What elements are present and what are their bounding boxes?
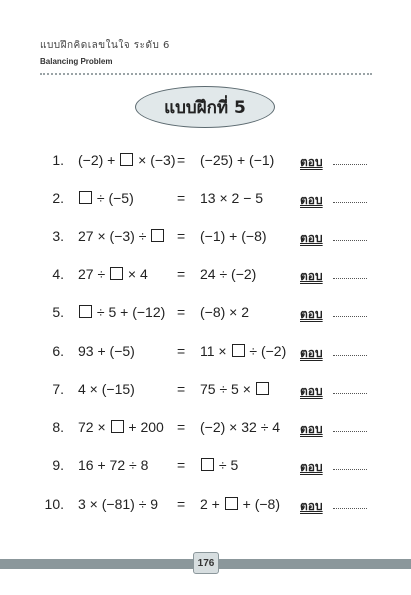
- expression-text: (−1) + (−8): [200, 228, 267, 244]
- answer-blank[interactable]: [333, 278, 367, 279]
- problem-row: [0, 186, 411, 210]
- answer-box[interactable]: [110, 267, 123, 280]
- expression-text: ÷ 5 + (−12): [93, 304, 166, 320]
- problem-row: [0, 300, 411, 324]
- equals-sign: =: [177, 496, 186, 512]
- right-expression: [200, 190, 263, 206]
- left-expression: [78, 266, 148, 282]
- answer-box[interactable]: [201, 458, 214, 471]
- expression-text: 27 × (−3) ÷: [78, 228, 151, 244]
- left-expression: [78, 343, 135, 359]
- problem-number: 8.: [52, 419, 64, 435]
- problem-row: [0, 453, 411, 477]
- answer-blank[interactable]: [333, 393, 367, 394]
- expression-text: (−2) +: [78, 152, 120, 168]
- page-number: 176: [193, 552, 219, 574]
- expression-text: 13 × 2 − 5: [200, 190, 264, 206]
- expression-text: (−25) + (−1): [200, 152, 275, 168]
- equals-sign: =: [177, 304, 186, 320]
- equals-sign: =: [177, 228, 186, 244]
- expression-text: 2 +: [200, 496, 224, 512]
- left-expression: [78, 228, 165, 244]
- problem-number: 1.: [52, 152, 64, 168]
- expression-text: 93 + (−5): [78, 343, 135, 359]
- answer-label: ตอบ: [300, 460, 323, 474]
- answer-label: ตอบ: [300, 193, 323, 207]
- right-expression: [200, 381, 270, 397]
- answer-label: ตอบ: [300, 155, 323, 169]
- answer-label: ตอบ: [300, 346, 323, 360]
- problem-row: [0, 415, 411, 439]
- left-expression: [78, 419, 164, 435]
- answer-box[interactable]: [151, 229, 164, 242]
- equals-sign: =: [177, 419, 186, 435]
- exercise-title: แบบฝึกที่ 5: [135, 86, 275, 128]
- expression-text: ÷ 5: [215, 457, 239, 473]
- left-expression: [78, 304, 165, 320]
- expression-text: (−2) × 32 ÷ 4: [200, 419, 281, 435]
- equals-sign: =: [177, 457, 186, 473]
- answer-box[interactable]: [120, 153, 133, 166]
- right-expression: [200, 496, 280, 512]
- answer-blank[interactable]: [333, 431, 367, 432]
- expression-text: 27 ÷: [78, 266, 110, 282]
- answer-blank[interactable]: [333, 202, 367, 203]
- answer-label: ตอบ: [300, 231, 323, 245]
- answer-box[interactable]: [232, 344, 245, 357]
- answer-box[interactable]: [79, 191, 92, 204]
- answer-box[interactable]: [79, 305, 92, 318]
- right-expression: [200, 266, 256, 282]
- left-expression: [78, 152, 176, 168]
- answer-box[interactable]: [111, 420, 124, 433]
- answer-blank[interactable]: [333, 164, 367, 165]
- answer-blank[interactable]: [333, 316, 367, 317]
- problem-number: 4.: [52, 266, 64, 282]
- answer-label: ตอบ: [300, 422, 323, 436]
- expression-text: 3 × (−81) ÷ 9: [78, 496, 159, 512]
- equals-sign: =: [177, 343, 186, 359]
- answer-blank[interactable]: [333, 355, 367, 356]
- header-thai: แบบฝึกคิดเลขในใจ ระดับ 6: [40, 40, 170, 51]
- right-expression: [200, 228, 267, 244]
- right-expression: [200, 457, 238, 473]
- left-expression: [78, 496, 158, 512]
- right-expression: [200, 343, 286, 359]
- answer-blank[interactable]: [333, 240, 367, 241]
- header-divider: [40, 73, 372, 75]
- problem-number: 5.: [52, 304, 64, 320]
- left-expression: [78, 190, 134, 206]
- problem-number: 10.: [44, 496, 64, 512]
- problem-row: [0, 224, 411, 248]
- equals-sign: =: [177, 266, 186, 282]
- answer-blank[interactable]: [333, 469, 367, 470]
- answer-label: ตอบ: [300, 307, 323, 321]
- problem-number: 2.: [52, 190, 64, 206]
- expression-text: 72 ×: [78, 419, 110, 435]
- expression-text: 16 + 72 ÷ 8: [78, 457, 149, 473]
- equals-sign: =: [177, 152, 186, 168]
- problem-number: 7.: [52, 381, 64, 397]
- answer-label: ตอบ: [300, 384, 323, 398]
- right-expression: [200, 304, 249, 320]
- expression-text: 75 ÷ 5 ×: [200, 381, 255, 397]
- answer-blank[interactable]: [333, 508, 367, 509]
- problem-row: [0, 262, 411, 286]
- answer-label: ตอบ: [300, 269, 323, 283]
- expression-text: 11 ×: [200, 343, 231, 359]
- right-expression: [200, 419, 280, 435]
- equals-sign: =: [177, 190, 186, 206]
- expression-text: 24 ÷ (−2): [200, 266, 257, 282]
- header-english: Balancing Problem: [40, 57, 113, 66]
- expression-text: ÷ (−2): [245, 343, 287, 359]
- problem-number: 3.: [52, 228, 64, 244]
- expression-text: 4 × (−15): [78, 381, 135, 397]
- problem-row: [0, 339, 411, 363]
- left-expression: [78, 457, 148, 473]
- problem-number: 6.: [52, 343, 64, 359]
- answer-label: ตอบ: [300, 499, 323, 513]
- problem-number: 9.: [52, 457, 64, 473]
- problem-row: [0, 492, 411, 516]
- right-expression: [200, 152, 274, 168]
- expression-text: + (−8): [238, 496, 280, 512]
- answer-box[interactable]: [225, 497, 238, 510]
- left-expression: [78, 381, 135, 397]
- expression-text: × 4: [124, 266, 148, 282]
- problem-row: [0, 377, 411, 401]
- equals-sign: =: [177, 381, 186, 397]
- answer-box[interactable]: [256, 382, 269, 395]
- expression-text: + 200: [124, 419, 164, 435]
- expression-text: × (−3): [134, 152, 176, 168]
- problem-row: [0, 148, 411, 172]
- expression-text: ÷ (−5): [93, 190, 134, 206]
- expression-text: (−8) × 2: [200, 304, 250, 320]
